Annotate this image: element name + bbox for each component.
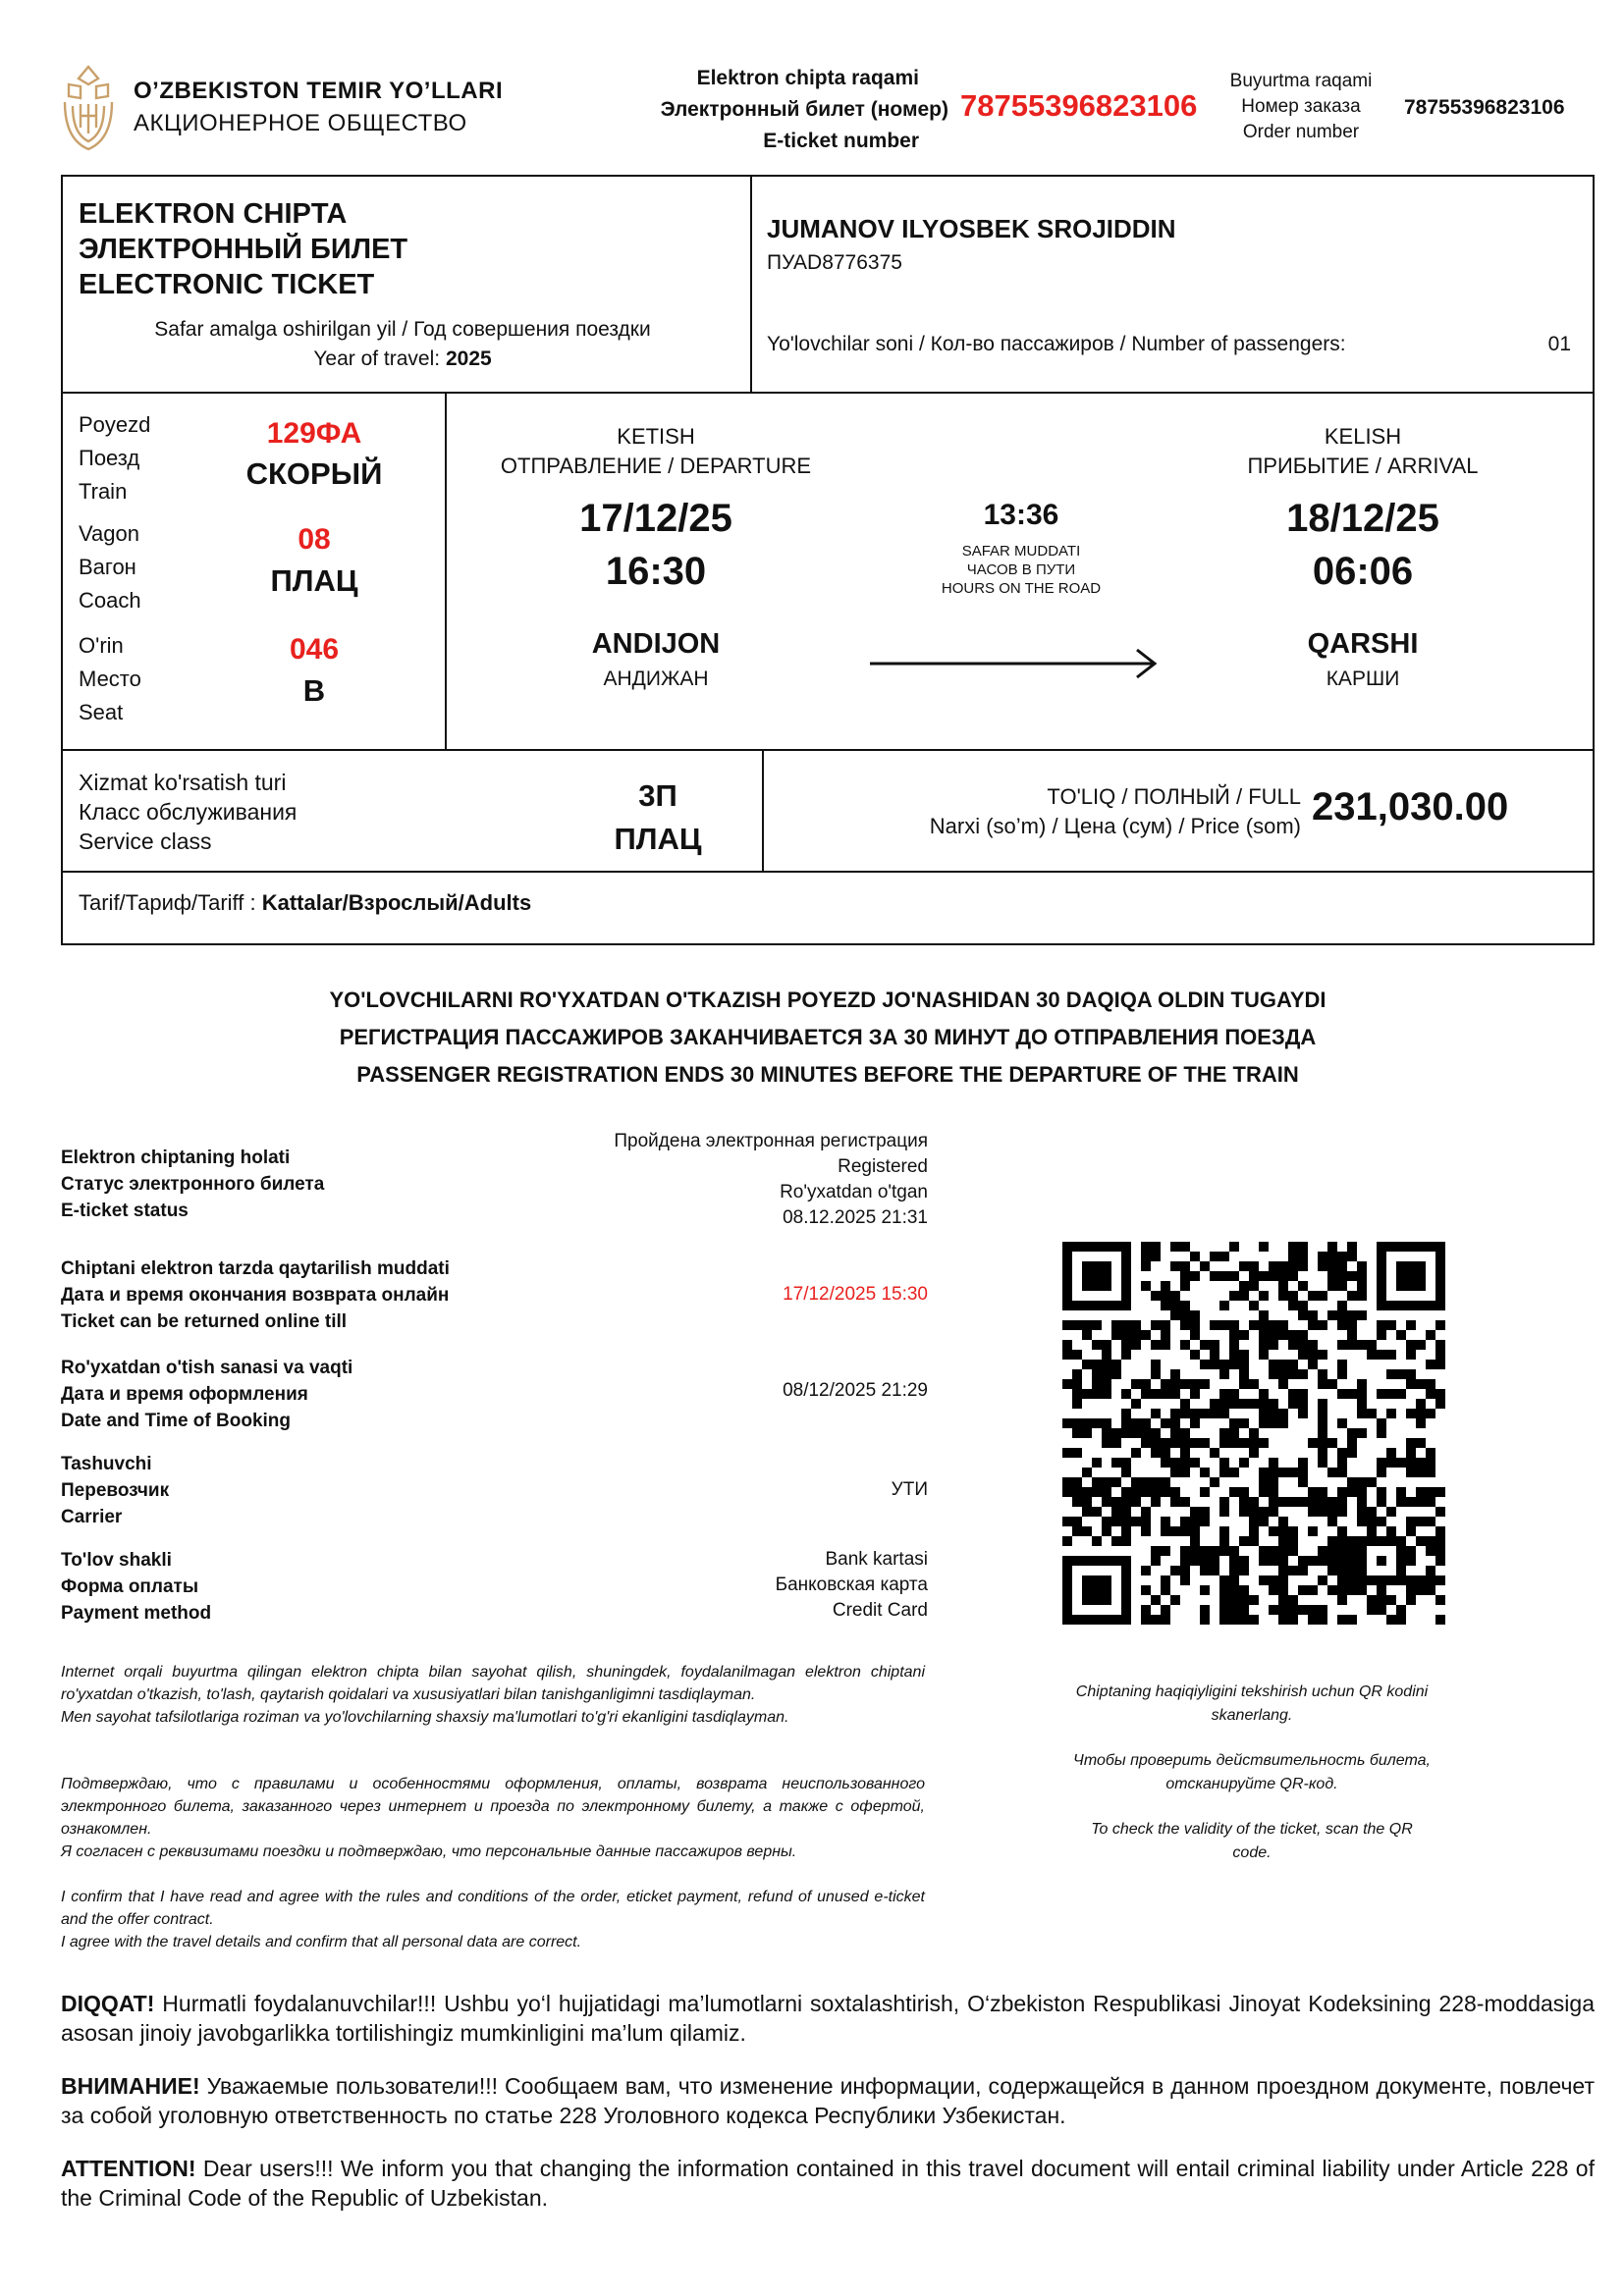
passenger-document: ПУАD8776375 (767, 251, 902, 274)
warning-uz: DIQQAT! Hurmatli foydalanuvchilar!!! Ushbu yo‘l hujjatidagi ma’lumotlarni soxtalashtirish, O‘zbekiston Respublikasi Jinoyat Kodeksining 228-moddasiga asosan jinoiy javobgarlikka tortilishingiz mumkinligini ma’lum qilamiz. (61, 1991, 1595, 2046)
service-class-label: Xizmat ko'rsatish turi Класс обслуживания Service class (79, 770, 298, 854)
qr-caption-uz: Chiptaning haqiqiyligini tekshirish uchun QR kodini skanerlang. (1075, 1683, 1429, 1724)
refund-deadline-label: Chiptani elektron tarzda qaytarilish muddati Дата и время окончания возврата онлайн Ticket can be returned online till (61, 1258, 450, 1332)
legal-uz: Internet orqali buyurtma qilingan elektron chipta bilan sayohat qilish, shuningdek, foydalanilmagan elektron chiptani ro'yxatdan o'tkazish, to'lash, qaytarish qoidalari va xususiyatlari bilan tanishganligimni tasdiqlayman. Men sayohat tafsilotlariga roziman va yo'lovchilarning shaxsiy ma'lumotlari to'g'ri ekanligini tasdiqlayman. (61, 1664, 925, 1726)
departure-time: 16:30 (605, 550, 707, 593)
eticket-status-label: Elektron chiptaning holati Статус электронного билета E-ticket status (61, 1148, 325, 1221)
seat-labels: O'rin Место Seat (79, 633, 141, 724)
order-number: 78755396823106 (1404, 96, 1565, 119)
legal-ru: Подтверждаю, что с правилами и особенностями оформления, оплаты, возврата неиспользованного электронного билета, заказанного через интернет и проезда по электронному билету, а также с офертой, ознакомлен. Я согласен с реквизитами поездки и подтверждаю, что персональные данные пассажиров верны. (61, 1776, 925, 1860)
arrow-right-icon (868, 644, 1163, 683)
year-value: 2025 (445, 347, 492, 370)
departure-date: 17/12/25 (579, 497, 732, 540)
booking-date-value: 08/12/2025 21:29 (783, 1380, 928, 1401)
passenger-count: 01 (1547, 333, 1571, 355)
passenger-name: JUMANOV ILYOSBEK SROJIDDIN (767, 214, 1176, 243)
refund-deadline-value: 17/12/2025 15:30 (783, 1284, 928, 1305)
service-class-value: 3П ПЛАЦ (614, 778, 702, 856)
arrival-city: QARSHI (1307, 628, 1419, 660)
divider (762, 749, 764, 871)
price-label: TO'LIQ / ПОЛНЫЙ / FULL Narxi (so’m) / Цена (сум) / Price (som) (929, 784, 1301, 838)
train-type: СКОРЫЙ (245, 456, 383, 491)
legal-en: I confirm that I have read and agree with the rules and conditions of the order, eticket payment, refund of unused e-ticket and the offer contract. I agree with the travel details and confirm that all personal data are correct. (61, 1889, 925, 1950)
arrival-date: 18/12/25 (1286, 497, 1439, 540)
org-type: АКЦИОНЕРНОЕ ОБЩЕСТВО (134, 110, 467, 136)
coach-type: ПЛАЦ (270, 563, 358, 598)
ticket-number: 78755396823106 (960, 88, 1198, 123)
divider (750, 177, 752, 392)
registration-notice: YO'LOVCHILARNI RO'YXATDAN O'TKAZISH POYEZD JO'NASHIDAN 30 DAQIQA OLDIN TUGAYDI РЕГИСТРАЦИЯ ПАССАЖИРОВ ЗАКАНЧИВАЕТСЯ ЗА 30 МИНУТ ДО ОТПРАВЛЕНИЯ ПОЕЗДА PASSENGER REGISTRATION ENDS 30 MINUTES BEFORE THE DEPARTURE OF THE TRAIN (329, 988, 1326, 1087)
departure-city-ru: АНДИЖАН (603, 667, 709, 690)
carrier-label: Tashuvchi Перевозчик Carrier (61, 1454, 170, 1527)
price-value: 231,030.00 (1312, 785, 1509, 828)
qr-caption-en: To check the validity of the ticket, scan the QR code. (1091, 1821, 1413, 1861)
carrier-value: УТИ (891, 1479, 928, 1500)
coach-number: 08 (298, 523, 331, 556)
org-name: O’ZBEKISTON TEMIR YO’LLARI (134, 78, 504, 104)
divider (63, 392, 1593, 394)
payment-method-value: Bank kartasi Банковская карта Credit Card (775, 1549, 928, 1621)
seat-number: 046 (289, 633, 340, 666)
tariff: Tarif/Тариф/Tariff : Kattalar/Взрослый/Adults (79, 890, 532, 915)
order-number-label: Buyurtma raqami Номер заказа Order number (1229, 71, 1373, 142)
payment-method-label: To'lov shakli Форма оплаты Payment method (61, 1550, 212, 1624)
eticket-status-value: Пройдена электронная регистрация Registered Ro'yxatdan o'tgan 08.12.2025 21:31 (614, 1131, 928, 1228)
warning-ru: ВНИМАНИЕ! Уважаемые пользователи!!! Сообщаем вам, что изменение информации, содержащейся в данном проездном документе, повлечет за собой уголовную ответственность по статье 228 Уголовного кодекса Республики Узбекистан. (61, 2073, 1595, 2128)
railway-emblem-icon (59, 63, 118, 153)
ticket-title: ELEKTRON CHIPTA ЭЛЕКТРОННЫЙ БИЛЕТ ELECTRONIC TICKET (79, 198, 408, 300)
departure-city: ANDIJON (591, 628, 721, 660)
arrival-label: KELISH ПРИБЫТИЕ / ARRIVAL (1247, 424, 1479, 478)
passenger-count-label: Yo'lovchilar soni / Кол-во пассажиров / Number of passengers: (767, 333, 1346, 355)
ticket-number-label: Elektron chipta raqami Электронный билет (номер) E-ticket number (660, 67, 948, 152)
arrival-city-ru: КАРШИ (1326, 667, 1400, 690)
qr-code[interactable] (1062, 1242, 1445, 1625)
qr-caption-ru: Чтобы проверить действительность билета, отсканируйте QR-код. (1073, 1752, 1431, 1792)
divider (63, 871, 1593, 873)
divider (63, 749, 1593, 751)
year-of-travel: Safar amalga oshirilgan yil / Год совершения поездки Year of travel: 2025 (154, 318, 651, 370)
train-labels: Poyezd Поезд Train (79, 412, 151, 504)
arrival-time: 06:06 (1312, 550, 1414, 593)
divider (445, 392, 447, 749)
booking-date-label: Ro'yxatdan o'tish sanasi va vaqti Дата и время оформления Date and Time of Booking (61, 1358, 353, 1431)
duration-value: 13:36 (983, 499, 1059, 531)
coach-labels: Vagon Вагон Coach (79, 521, 141, 613)
departure-label: KETISH ОТПРАВЛЕНИЕ / DEPARTURE (500, 424, 812, 478)
warning-en: ATTENTION! Dear users!!! We inform you that changing the information contained in this travel document will entail criminal liability under Article 228 of the Criminal Code of the Republic of Uzbekistan. (61, 2156, 1595, 2211)
duration-label: SAFAR MUDDATI ЧАСОВ В ПУТИ HOURS ON THE ROAD (941, 543, 1102, 597)
train-number: 129ФА (266, 417, 362, 450)
seat-letter: В (302, 673, 326, 708)
tariff-value: Kattalar/Взрослый/Adults (261, 890, 532, 915)
